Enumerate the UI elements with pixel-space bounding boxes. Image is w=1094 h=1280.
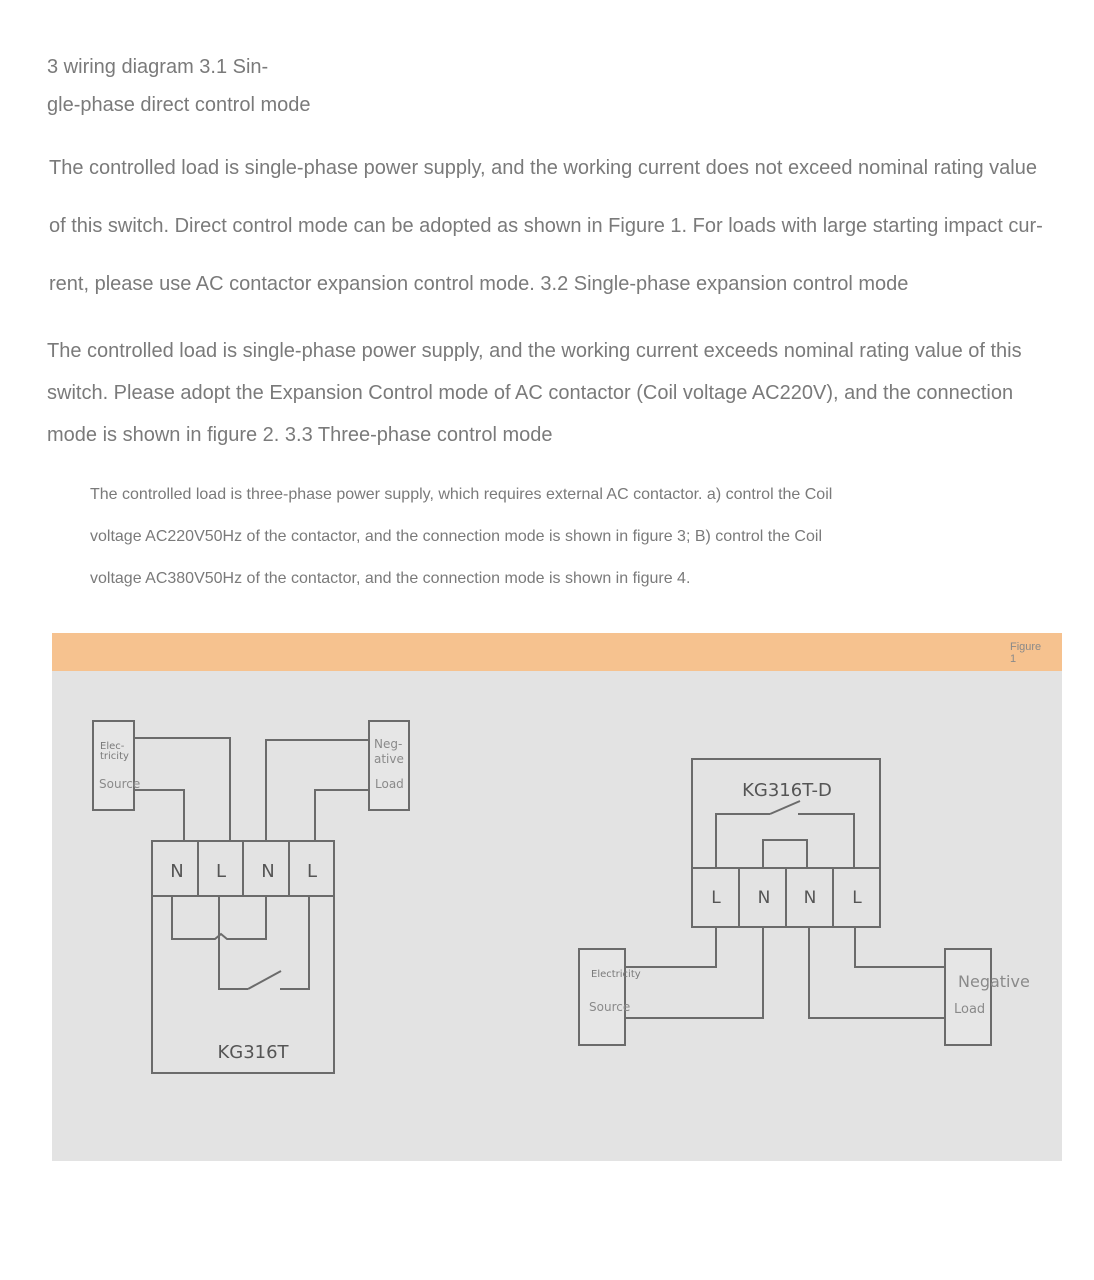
left-source-box xyxy=(93,721,134,810)
heading-line-1: 3 wiring diagram 3.1 Sin- xyxy=(47,56,269,78)
left-source-label-2: tricity xyxy=(100,751,129,762)
para1-line-1: The controlled load is single-phase power supply, and the working current does not exceed nominal rating value xyxy=(49,157,1037,179)
para3-line-2: voltage AC220V50Hz of the contactor, and the connection mode is shown in figure 3; B) control the Coil xyxy=(90,528,822,545)
para1-line-3: rent, please use AC contactor expansion control mode. 3.2 Single-phase expansion control mode xyxy=(49,273,909,295)
left-model-label: KG316T xyxy=(217,1042,289,1063)
right-model-label: KG316T-D xyxy=(742,780,832,801)
right-terminal-label-2: N xyxy=(757,888,771,908)
left-terminal-label-4: L xyxy=(306,861,318,882)
left-load-label-2: ative xyxy=(374,752,404,766)
right-wire-load-L xyxy=(855,927,945,967)
right-internal-neutral-bridge xyxy=(763,840,807,868)
right-internal-line-in xyxy=(716,814,770,868)
para2-line-2: switch. Please adopt the Expansion Control mode of AC contactor (Coil voltage AC220V), and the connection xyxy=(47,382,1014,404)
para3-line-3: voltage AC380V50Hz of the contactor, and the connection mode is shown in figure 4. xyxy=(90,570,691,587)
wiring-diagram xyxy=(52,633,1062,1161)
wiring-figure xyxy=(52,633,1062,1161)
left-internal-line-out xyxy=(280,896,309,989)
left-source-label-1: Elec- xyxy=(100,741,125,752)
section-heading xyxy=(47,48,347,124)
paragraph-direct-control xyxy=(49,139,1059,313)
left-switch-contact xyxy=(248,971,281,989)
right-source-label-2: Source xyxy=(589,1000,631,1014)
left-terminal-label-1: N xyxy=(170,861,184,882)
para1-line-2: of this switch. Direct control mode can be adopted as shown in Figure 1. For loads with large starting impact cur- xyxy=(49,215,1043,237)
right-source-label-1: Electricity xyxy=(591,969,641,980)
left-internal-line-in xyxy=(219,896,248,989)
para3-line-1: The controlled load is three-phase power supply, which requires external AC contactor. a) control the Coil xyxy=(90,486,833,503)
left-wire-source-N xyxy=(134,790,184,841)
right-load-box xyxy=(945,949,991,1045)
left-terminal-label-3: N xyxy=(261,861,275,882)
left-load-label-3: Load xyxy=(375,777,404,791)
right-load-label-2: Load xyxy=(954,1002,986,1017)
right-source-box xyxy=(579,949,625,1045)
figure-label-line-1: Figure xyxy=(1010,641,1042,653)
paragraph-expansion-control xyxy=(47,330,1057,456)
right-wire-load-N xyxy=(809,927,945,1018)
paragraph-three-phase xyxy=(90,474,990,600)
para2-line-3: mode is shown in figure 2. 3.3 Three-phase control mode xyxy=(47,424,553,446)
right-wire-source-L xyxy=(625,927,716,967)
right-terminal-label-3: N xyxy=(803,888,817,908)
figure-label-line-2: 1 xyxy=(1010,653,1017,665)
heading-line-2: gle-phase direct control mode xyxy=(47,94,311,116)
right-load-label-1: Negative xyxy=(958,972,1030,991)
left-wire-load-L xyxy=(315,790,369,841)
left-source-label-3: Source xyxy=(99,777,141,791)
right-wire-source-N xyxy=(625,927,763,1018)
left-terminal-label-2: L xyxy=(215,861,227,882)
right-switch-contact xyxy=(770,801,800,814)
right-terminal-label-4: L xyxy=(852,888,862,908)
right-terminal-label-1: L xyxy=(711,888,721,908)
left-load-label-1: Neg- xyxy=(374,737,403,751)
para2-line-1: The controlled load is single-phase power supply, and the working current exceeds nominal rating value of this xyxy=(47,340,1022,362)
